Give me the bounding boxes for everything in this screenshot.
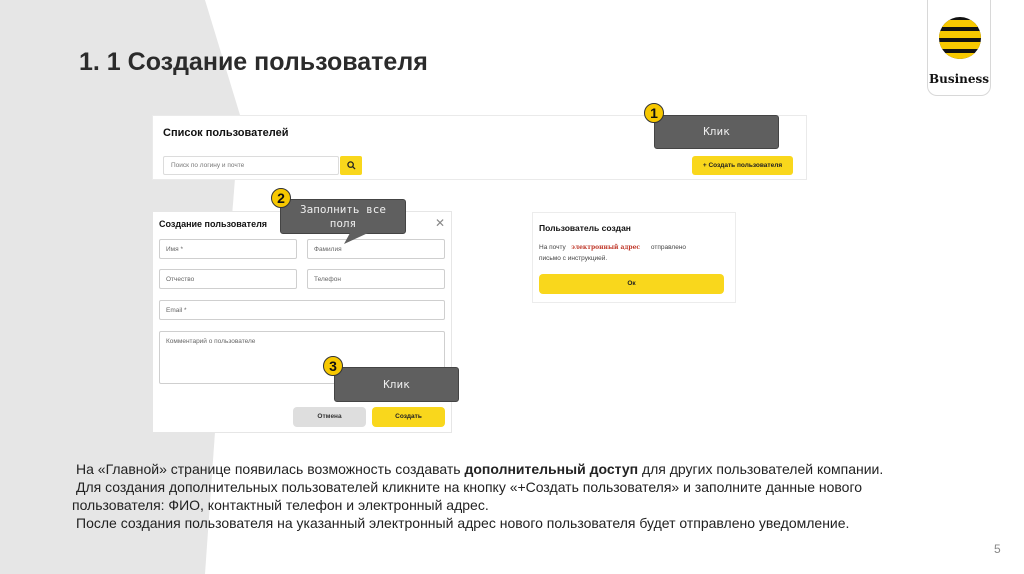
- message-line2: письмо с инструкцией.: [539, 255, 608, 262]
- description-text: [72, 460, 976, 532]
- slide-title: 1. 1 Создание пользователя: [79, 48, 428, 76]
- ok-button[interactable]: Ок: [539, 274, 724, 294]
- callout-3: Клик: [334, 367, 459, 402]
- phone-field[interactable]: Телефон: [307, 269, 445, 289]
- user-created-title: Пользователь создан: [539, 223, 631, 233]
- cancel-button[interactable]: Отмена: [293, 407, 366, 427]
- create-user-button[interactable]: + Создать пользователя: [692, 156, 793, 175]
- user-list-title: Список пользователей: [163, 127, 289, 139]
- description-p1: [76, 460, 976, 478]
- callout-1: Клик: [654, 115, 779, 149]
- first-name-field[interactable]: Имя *: [159, 239, 297, 259]
- description-p3: После создания пользователя на указанный электронный адрес нового пользователя будет отправлено уведомление.: [76, 515, 850, 531]
- form-title: Создание пользователя: [159, 219, 268, 229]
- middle-name-field[interactable]: Отчество: [159, 269, 297, 289]
- description-p1-bold: дополнительный доступ: [464, 461, 639, 477]
- page-number: 5: [994, 542, 1001, 556]
- search-input[interactable]: Поиск по логину и почте: [163, 156, 339, 175]
- beeline-logo: [927, 0, 991, 96]
- callout-2-arrow: [340, 233, 370, 245]
- search-button[interactable]: [340, 156, 362, 175]
- description-p1-start: На «Главной» странице появилась возможность создавать: [76, 461, 465, 477]
- close-icon[interactable]: ✕: [435, 216, 446, 230]
- message-after: отправлено: [650, 244, 687, 251]
- step-badge-2: 2: [271, 188, 291, 208]
- last-name-field[interactable]: Фамилия: [307, 239, 445, 259]
- description-p2-line2: пользователя: ФИО, контактный телефон и электронный адрес.: [72, 497, 489, 513]
- description-p2-line1: Для создания дополнительных пользователей кликните на кнопку «+Создать пользователя» и заполните данные нового: [76, 479, 863, 495]
- search-icon: [347, 161, 356, 170]
- comment-field[interactable]: Комментарий о пользователе: [159, 331, 445, 384]
- beeline-logo-icon: [939, 17, 981, 59]
- email-field[interactable]: Email *: [159, 300, 445, 320]
- message-before: На почту: [539, 244, 566, 251]
- step-badge-1: 1: [644, 103, 664, 123]
- logo-text: Business: [928, 72, 990, 86]
- callout-2: Заполнить все поля: [280, 199, 406, 234]
- user-created-panel: [533, 213, 735, 302]
- user-created-message: [539, 242, 729, 264]
- step-badge-3: 3: [323, 356, 343, 376]
- message-email: электронный адрес: [571, 244, 641, 251]
- description-p1-end: для других пользователей компании.: [638, 461, 884, 477]
- create-button[interactable]: Создать: [372, 407, 445, 427]
